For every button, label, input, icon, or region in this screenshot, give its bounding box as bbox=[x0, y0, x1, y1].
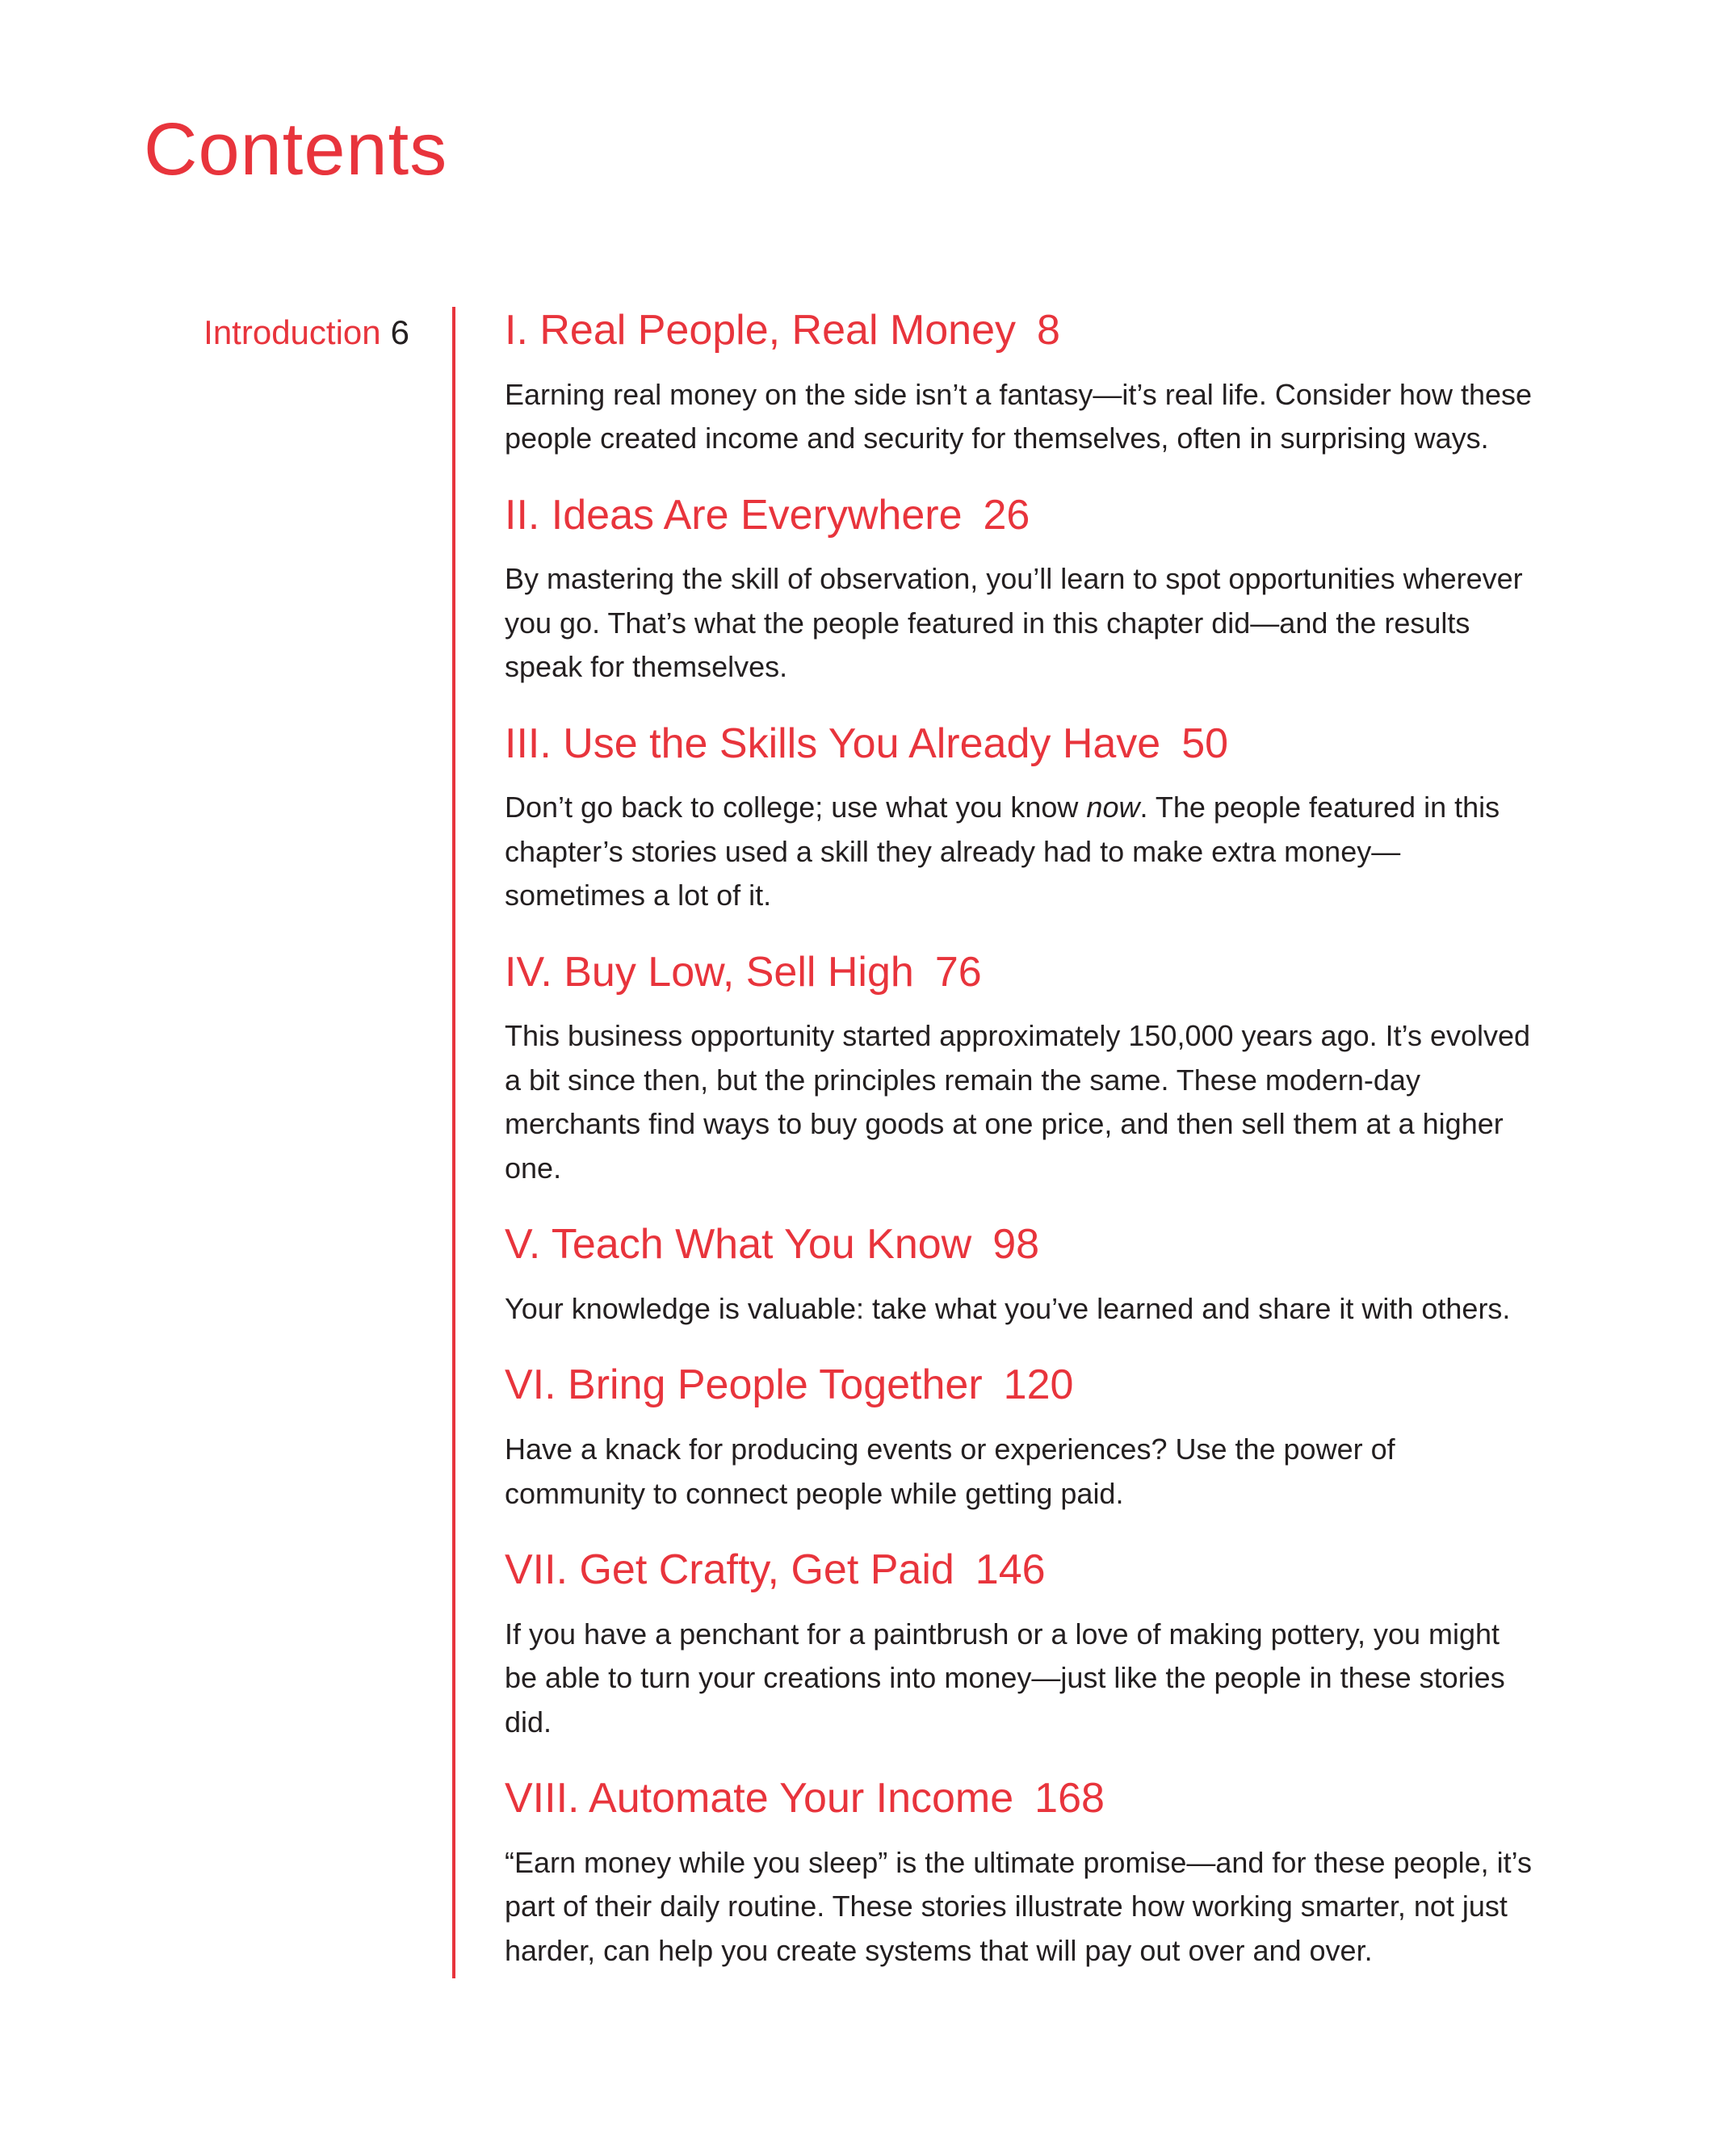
toc-chapter-7 bbox=[505, 1543, 1538, 1744]
chapter-description: If you have a penchant for a paintbrush or a love of making pottery, you might be able to turn your creations into money—just like the people in these stories did. bbox=[505, 1617, 1505, 1739]
chapter-title: V. Teach What You Know bbox=[505, 1221, 972, 1269]
chapter-page-number: 120 bbox=[1003, 1361, 1074, 1409]
toc-chapter-8 bbox=[505, 1772, 1538, 1973]
chapter-title: VII. Get Crafty, Get Paid bbox=[505, 1546, 954, 1594]
toc-chapter-2 bbox=[505, 489, 1538, 690]
chapter-heading[interactable] bbox=[505, 717, 1538, 772]
introduction-page-number: 6 bbox=[390, 313, 409, 351]
description-text: Don’t go back to college; use what you know bbox=[505, 791, 1087, 824]
chapter-title: VIII. Automate Your Income bbox=[505, 1775, 1014, 1823]
chapter-page-number: 98 bbox=[992, 1221, 1040, 1269]
chapter-heading[interactable] bbox=[505, 1772, 1538, 1827]
description-text: . The people featured in this chapter’s stories used a skill they already had to make extra money—sometimes a lot of it. bbox=[505, 791, 1500, 912]
chapter-page-number: 26 bbox=[983, 491, 1030, 539]
chapter-heading[interactable] bbox=[505, 1218, 1538, 1273]
chapter-description: Your knowledge is valuable: take what you’ve learned and share it with others. bbox=[505, 1291, 1511, 1325]
chapter-title: III. Use the Skills You Already Have bbox=[505, 719, 1161, 767]
chapter-page-number: 168 bbox=[1034, 1775, 1105, 1823]
chapter-description: Have a knack for producing events or experiences? Use the power of community to connect people while getting paid. bbox=[505, 1432, 1395, 1510]
introduction-label: Introduction bbox=[203, 313, 381, 351]
toc-chapter-4 bbox=[505, 946, 1538, 1191]
chapter-description: This business opportunity started approximately 150,000 years ago. It’s evolved a bit since then, but the principles remain the same. These modern-day merchants find ways to buy goods at one price, and then sell them at a higher one. bbox=[505, 1019, 1531, 1185]
chapter-description: Earning real money on the side isn’t a fantasy—it’s real life. Consider how these people created income and security for themselves, often in surprising ways. bbox=[505, 377, 1533, 455]
description-emphasis: now bbox=[1086, 791, 1140, 824]
chapter-page-number: 76 bbox=[934, 948, 982, 996]
chapter-title: I. Real People, Real Money bbox=[505, 307, 1017, 354]
toc-chapter-5 bbox=[505, 1218, 1538, 1331]
toc-chapter-6 bbox=[505, 1358, 1538, 1516]
chapter-page-number: 50 bbox=[1181, 719, 1229, 767]
chapter-description bbox=[505, 786, 1538, 918]
chapter-list bbox=[505, 304, 1538, 2000]
chapter-heading[interactable] bbox=[505, 946, 1538, 1000]
toc-entry-introduction[interactable] bbox=[203, 313, 409, 352]
toc-chapter-1 bbox=[505, 304, 1538, 461]
chapter-page-number: 146 bbox=[975, 1546, 1046, 1594]
page-title: Contents bbox=[144, 108, 448, 191]
chapter-description: “Earn money while you sleep” is the ultimate promise—and for these people, it’s part of their daily routine. These stories illustrate how working smarter, not just harder, can help you create systems that will pay out over and over. bbox=[505, 1845, 1532, 1967]
chapter-heading[interactable] bbox=[505, 489, 1538, 543]
chapter-title: VI. Bring People Together bbox=[505, 1361, 983, 1409]
chapter-page-number: 8 bbox=[1037, 307, 1060, 354]
vertical-divider bbox=[452, 307, 455, 1978]
chapter-title: IV. Buy Low, Sell High bbox=[505, 948, 914, 996]
chapter-heading[interactable] bbox=[505, 304, 1538, 359]
chapter-title: II. Ideas Are Everywhere bbox=[505, 491, 963, 539]
toc-chapter-3 bbox=[505, 717, 1538, 918]
chapter-heading[interactable] bbox=[505, 1543, 1538, 1598]
chapter-heading[interactable] bbox=[505, 1358, 1538, 1413]
chapter-description: By mastering the skill of observation, you’ll learn to spot opportunities wherever you go. That’s what the people featured in this chapter did—and the results speak for themselves. bbox=[505, 562, 1523, 684]
